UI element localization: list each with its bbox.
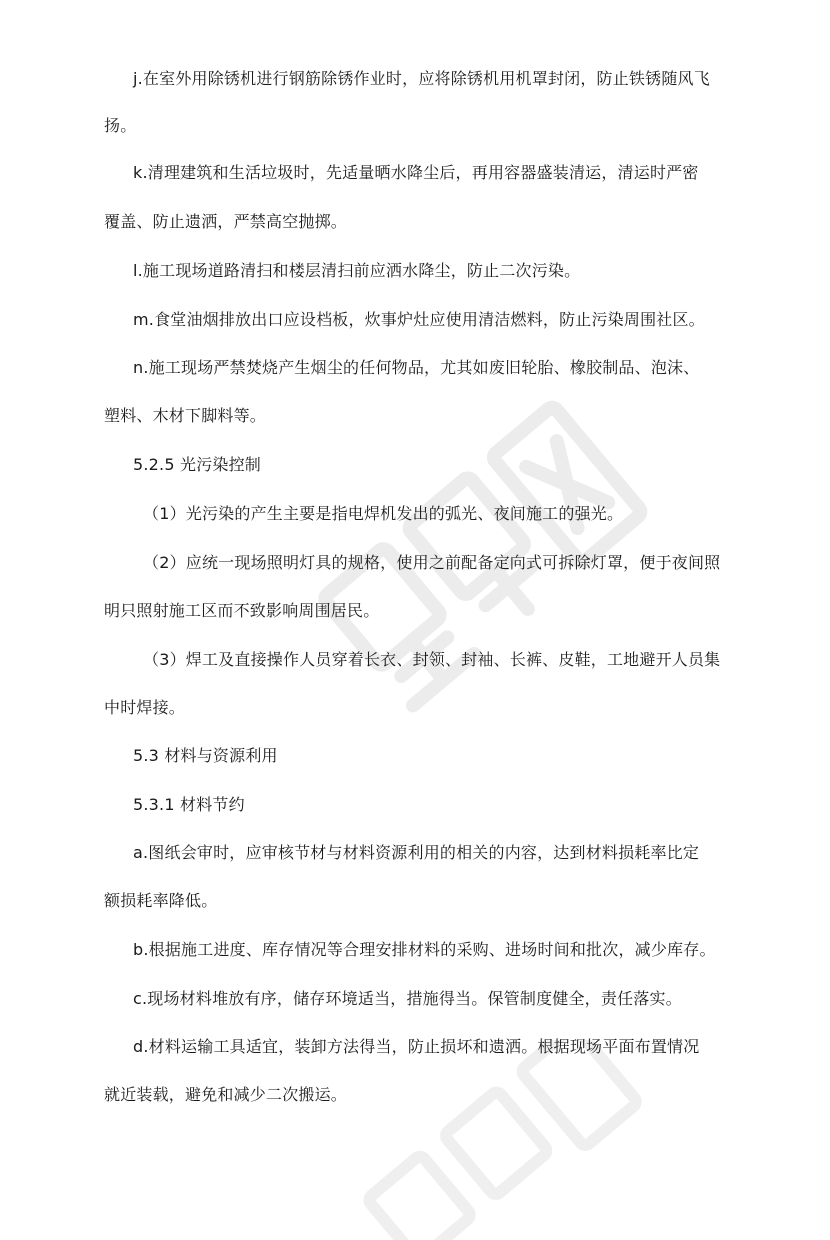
paragraph-b: b.根据施工进度、库存情况等合理安排材料的采购、进场时间和批次，减少库存。 [133,940,716,959]
item-3-line-1: （3）焊工及直接操作人员穿着长衣、封领、封袖、长裤、皮鞋，工地避开人员集 [143,650,721,669]
watermark-logo-bottom [300,1040,700,1240]
paragraph-a-line-2: 额损耗率降低。 [104,891,218,910]
watermark-logo [260,330,680,750]
item-3-line-2: 中时焊接。 [104,698,186,717]
paragraph-a-line-1: a.图纸会审时，应审核节材与材料资源利用的相关的内容，达到材料损耗率比定 [133,843,700,862]
section-heading-5-3-1: 5.3.1 材料节约 [133,795,245,814]
paragraph-c: c.现场材料堆放有序，储存环境适当，措施得当。保管制度健全，责任落实。 [133,989,682,1008]
paragraph-n-line-1: n.施工现场严禁焚烧产生烟尘的任何物品，尤其如废旧轮胎、橡胶制品、泡沫、 [133,358,700,377]
paragraph-j-line-1: j.在室外用除锈机进行钢筋除锈作业时，应将除锈机用机罩封闭，防止铁锈随风飞 [133,69,710,88]
paragraph-j-line-2: 扬。 [104,116,137,135]
paragraph-d-line-1: d.材料运输工具适宜，装卸方法得当，防止损坏和遗洒。根据现场平面布置情况 [133,1037,700,1056]
paragraph-k-line-2: 覆盖、防止遗洒，严禁高空抛掷。 [104,212,348,231]
section-heading-5-3: 5.3 材料与资源利用 [133,746,278,765]
item-2-line-2: 明只照射施工区而不致影响周围居民。 [104,601,380,620]
paragraph-n-line-2: 塑料、木材下脚料等。 [104,406,267,425]
paragraph-d-line-2: 就近装载，避免和减少二次搬运。 [104,1085,348,1104]
paragraph-k-line-1: k.清理建筑和生活垃圾时，先适量晒水降尘后，再用容器盛装清运，清运时严密 [133,163,699,182]
paragraph-m: m.食堂油烟排放出口应设档板，炊事炉灶应使用清洁燃料，防止污染周围社区。 [133,310,705,329]
item-1: （1）光污染的产生主要是指电焊机发出的弧光、夜间施工的强光。 [143,504,624,523]
section-heading-5-2-5: 5.2.5 光污染控制 [133,455,261,474]
item-2-line-1: （2）应统一现场照明灯具的规格，使用之前配备定向式可拆除灯罩，便于夜间照 [143,553,721,572]
paragraph-l: l.施工现场道路清扫和楼层清扫前应洒水降尘，防止二次污染。 [133,261,581,280]
